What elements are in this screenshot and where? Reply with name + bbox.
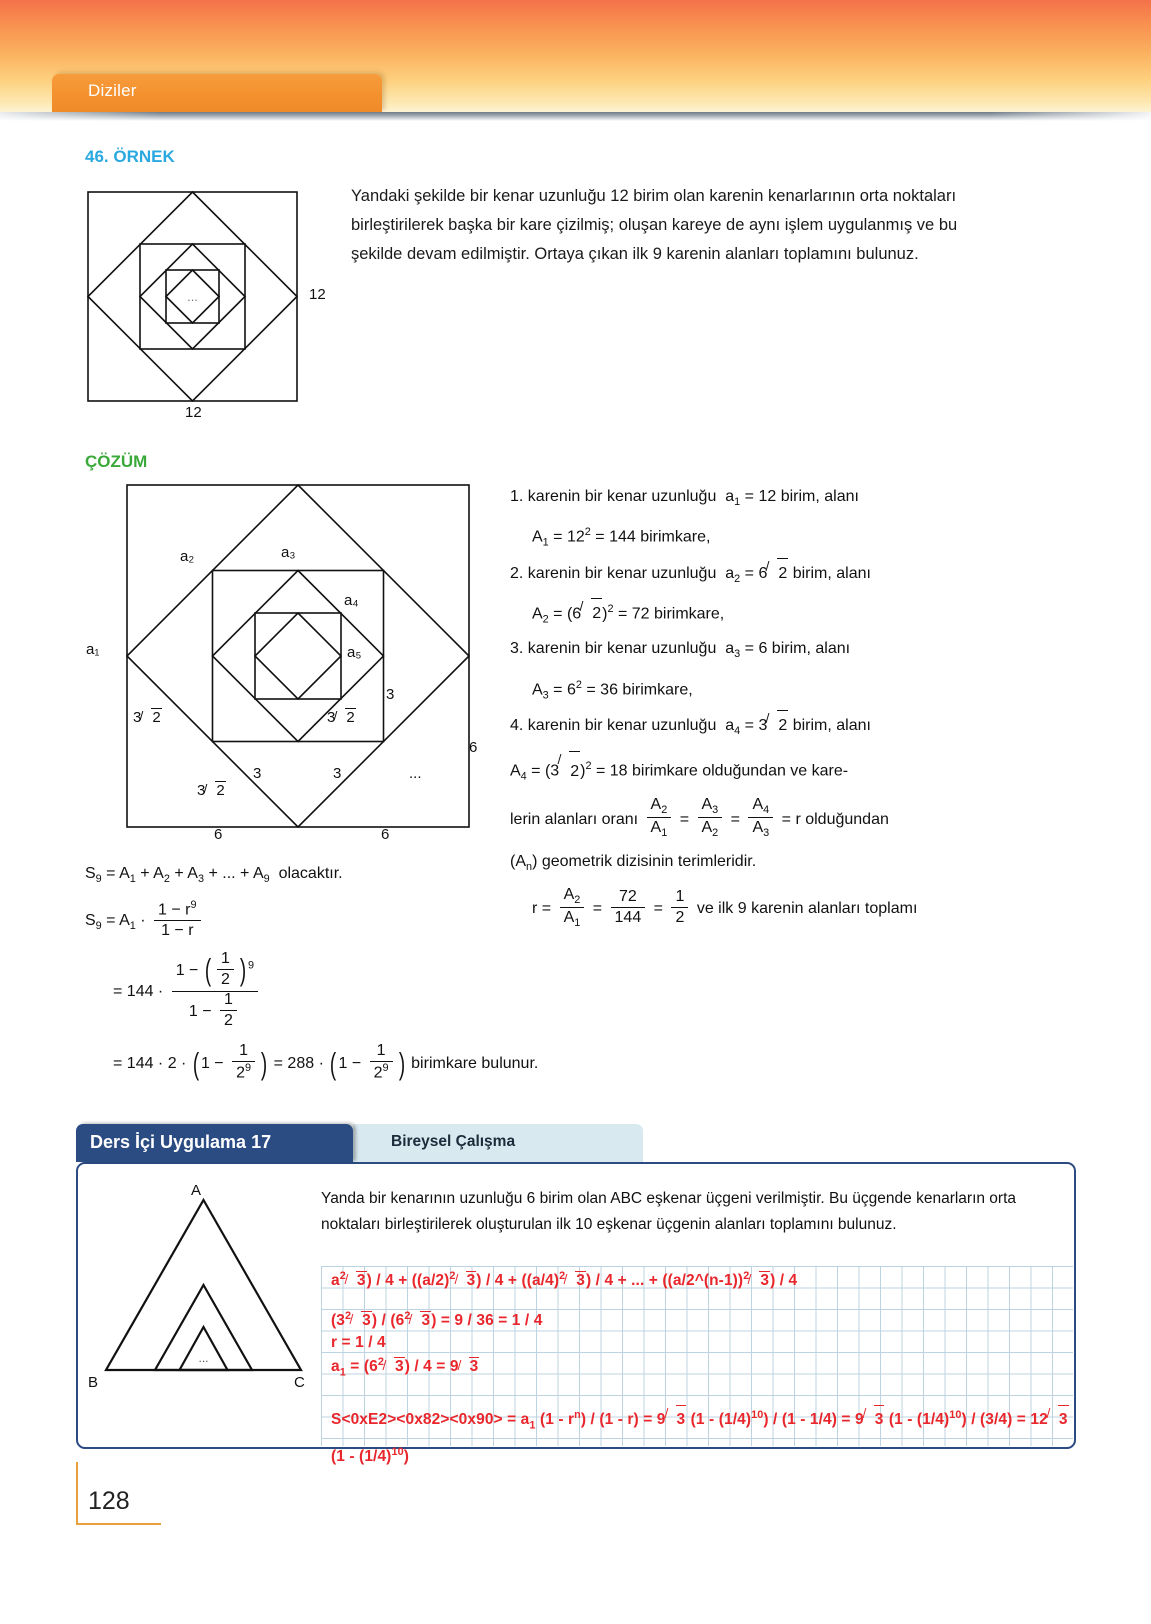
- handwriting-line-3: r = 1 / 4: [331, 1334, 386, 1351]
- solution-line-5: 3. karenin bir kenar uzunluğu $a_3 = 6$ birim, alanı: [510, 640, 851, 661]
- solution-line-8: $A_4 = (3$ 2)$^2$ = 18 birimkare olduğundan ve kare-: [510, 746, 1010, 797]
- solution-label-three-b: 3: [333, 765, 342, 782]
- solution-label-ellipsis: ...: [409, 765, 422, 782]
- solution-label-three-right: 3: [386, 686, 395, 703]
- example-title: 46. ÖRNEK: [85, 147, 175, 166]
- example-figure-label-right: 12: [309, 286, 326, 303]
- example-prompt: Yandaki şekilde bir kenar uzunluğu 12 birim olan karenin kenarlarının orta noktaları birleştirilerek başka bir kare çizilmiş; oluşan kareye de aynı işlem uygulanmış ve bu şekilde devam edilmiştir. Ortaya çıkan ilk 9 karenin alanları toplamını bulunuz.: [351, 187, 958, 263]
- solution-label-six-right: 6: [469, 739, 478, 756]
- example-figure-label-bottom: 12: [185, 404, 202, 421]
- exercise-prompt: Yanda bir kenarının uzunluğu 6 birim olan ABC eşkenar üçgeni verilmiştir. Bu üçgende kenarların orta noktaları birleştirilerek oluşturulan ilk 10 eşkenar üçgenin alanları toplamını bulunuz.: [321, 1190, 1017, 1233]
- triangle-vertex-c-label: C: [294, 1374, 305, 1391]
- triangle-vertex-a-label: A: [191, 1182, 202, 1199]
- sum-line-1: $S_9 = A_1 + A_2 + A_3$ + ... + $A_9$ olacaktır.: [85, 865, 343, 886]
- solution-label-six-bottom-left: 6: [214, 826, 223, 843]
- solution-label-a2: a₂: [180, 548, 195, 565]
- solution-line-7: 4. karenin bir kenar uzunluğu $a_4 = 3$ 2 birim, alanı: [510, 710, 1010, 746]
- handwriting-line-4: $a_1 = (6^2$ 3) / 4 = 9 3: [331, 1356, 479, 1379]
- handwriting-line-5: $S<0xE2><0x82><0x90> = a_1$ $(1 - r^n) / (1 - r) = 9$ 3 $(1 - (1/4)^{10}) / (1 - 1/4) = 9$ 3 $(1 - (1/4)^{10}) / (3/4) = 12$ 3 $(1 - (1/4)^{10})$: [331, 1402, 1076, 1470]
- exercise-mode-label: Bireysel Çalışma: [391, 1133, 516, 1150]
- nested-squares-figure: [85, 189, 305, 404]
- exercise-tab[interactable]: [76, 1124, 353, 1162]
- solution-line-9: lerin alanları oranı $\frac{A_2}{A_1}$ = $\frac{A_3}{A_2}$ = $\frac{A_4}{A_3}$ = r olduğundan: [510, 796, 889, 840]
- page-header: [0, 0, 1151, 112]
- svg-text:...: ...: [187, 289, 198, 304]
- solution-label-a4: a₄: [344, 592, 359, 609]
- handwriting-line-1: $a^2$ $3) / 4 + ((a/2)^2$ $3) / 4 + ((a/4)^2$ 3) / 4 + ... + ((a/2^(n-1))$^2$ 3) / 4: [331, 1270, 798, 1290]
- header-shadow-divider: [0, 112, 1151, 121]
- solution-line-11: r = $\frac{A_2}{A_1}$ = $\frac{72}{144}$ = $\frac{1}{2}$ ve ilk 9 karenin alanları toplamı: [532, 885, 918, 929]
- solution-label-three-a: 3: [253, 765, 262, 782]
- triangle-vertex-b-label: B: [88, 1374, 99, 1391]
- solution-label-root-left-upper: 3 2: [133, 709, 161, 726]
- footer-left-edge: [76, 1462, 78, 1524]
- sum-formula-block: [85, 858, 538, 1095]
- solution-label-a5: a₅: [347, 644, 362, 661]
- svg-text:...: ...: [198, 1351, 209, 1365]
- solution-line-1: 1. karenin bir kenar uzunluğu $a_1 = 12$ birim, alanı: [510, 488, 859, 509]
- solution-label-a3: a₃: [281, 544, 296, 561]
- page-number: 128: [88, 1487, 130, 1515]
- solution-label-root-inner: 3 2: [327, 709, 355, 726]
- solution-math-column: [510, 482, 1010, 932]
- exercise-box: [76, 1162, 1076, 1466]
- solution-label-a1: a₁: [86, 641, 100, 658]
- solution-line-4: $A_2 = (6$ 2)$^2$ = 72 birimkare,: [510, 594, 1010, 635]
- exercise-mode-tab[interactable]: [353, 1124, 643, 1162]
- chapter-tab-label: Diziler: [88, 81, 137, 100]
- sum-line-2: $S_9 = A_1$ · $\frac{1 - r^9}{1 - r}$: [85, 895, 538, 952]
- solution-line-3: 2. karenin bir kenar uzunluğu $a_2 = 6$ 2 birim, alanı: [510, 558, 1010, 594]
- solution-title: ÇÖZÜM: [85, 452, 148, 471]
- handwriting-line-2: ($3^2$ $3) / (6^2$ 3) = 9 / 36 = 1 / 4: [331, 1310, 543, 1330]
- footer-rule: [76, 1523, 161, 1525]
- solution-line-10: $(A_n)$ geometrik dizisinin terimleridir.: [510, 852, 757, 873]
- nested-triangles-figure: [96, 1192, 311, 1382]
- solution-line-6: $A_3 = 6^2 = 36$ birimkare,: [532, 678, 693, 702]
- exercise-tab-label: Ders İçi Uygulama 17: [90, 1132, 272, 1152]
- solution-label-six-bottom-right: 6: [381, 826, 390, 843]
- solution-label-root-left-lower: 3 2: [197, 782, 225, 799]
- answer-grid-paper[interactable]: [321, 1266, 1073, 1466]
- solution-line-2: $A_1 = 12^2 = 144$ birimkare,: [532, 526, 711, 549]
- sum-line-3: = 144 · 1 − ( $\frac{1}{2}$ ) $^9$ 1 − $\frac{1}{2}$: [85, 952, 538, 1032]
- chapter-tab[interactable]: [52, 74, 382, 112]
- sum-line-4: = 144 · 2 · ( 1 − $\frac{1}{2^9}$ ) = 288 · ( 1 − $\frac{1}{2^9}$ ) birimkare bulunur.: [113, 1042, 539, 1082]
